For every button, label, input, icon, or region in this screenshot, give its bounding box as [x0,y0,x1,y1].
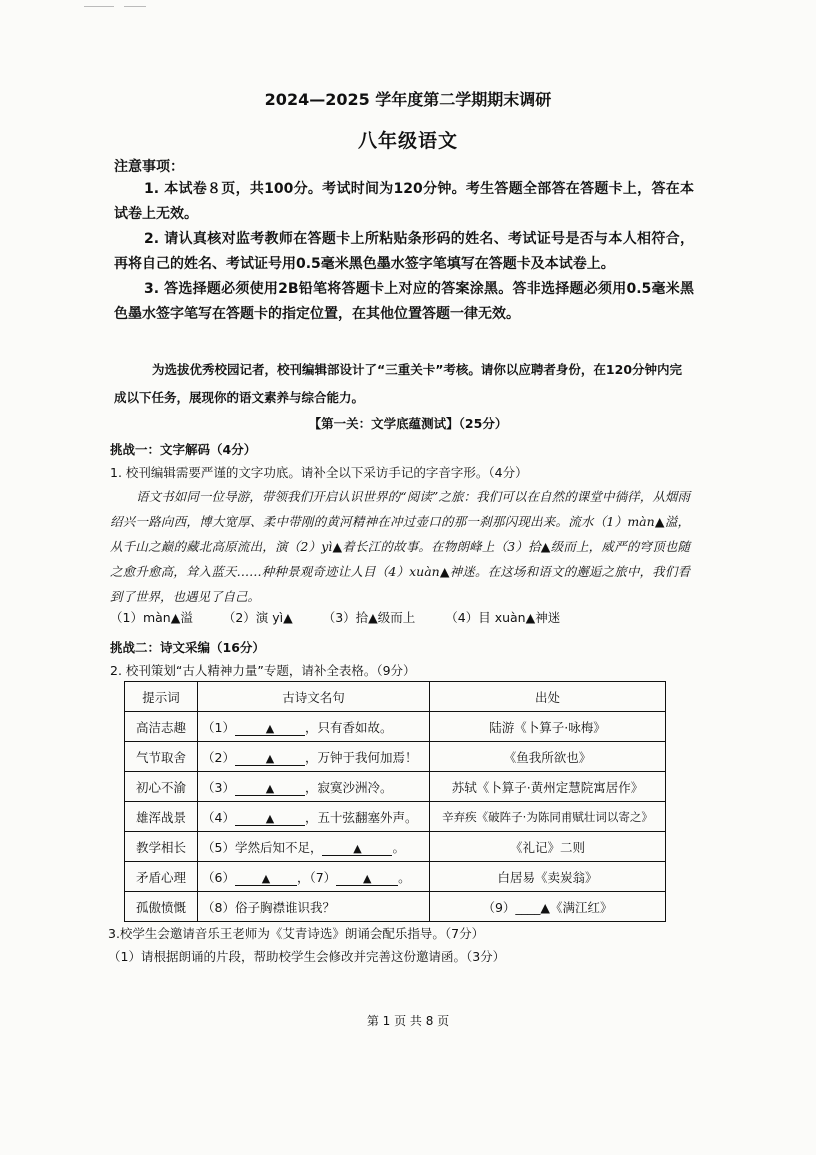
poem-line [198,832,430,862]
answer-item: （4）目 xuàn▲神迷 [445,610,561,625]
exam-intro: 为选拔优秀校园记者，校刊编辑部设计了“三重关卡”考核。请你以应聘者身份，在120分钟内完成以下任务，展现你的语文素养与综合能力。 [114,362,683,405]
page-footer: 第 1 页 共 8 页 [366,1014,450,1028]
table-header: 出处 [430,682,666,712]
source-work: 《礼记》二则 [430,832,666,862]
question-stem: 3.校学生会邀请音乐王老师为《艾青诗选》朗诵会配乐指导。（7分） [108,926,485,941]
table-header: 古诗文名句 [198,682,430,712]
question-stem: 2. 校刊策划“古人精神力量”专题，请补全表格。（9分） [110,663,416,678]
poem-line [198,712,430,742]
scan-edge-mark [124,6,146,7]
line-suffix: ，寂寞沙洲冷。 [304,779,393,795]
fill-blank: ▲ [235,872,297,886]
line-prefix: （4） [202,809,235,825]
fill-blank: ▲ [235,782,305,796]
cue-word: 气节取舍 [125,742,198,772]
cue-word: 初心不渝 [125,772,198,802]
table-row [125,772,666,802]
poem-line [198,802,430,832]
line-suffix: ，五十弦翻塞外声。 [304,809,418,825]
source-work: 白居易《卖炭翁》 [430,862,666,892]
table-row [125,832,666,862]
exam-subject: 八年级语文 [357,130,458,152]
note-item: 3. 答选择题必须使用2B铅笔将答题卡上对应的答案涂黑。答非选择题必须用0.5毫米黑色墨水签字笔写在答题卡的指定位置，在其他位置答题一律无效。 [114,281,694,322]
fill-blank: ▲ [235,722,305,736]
answer-items [110,608,690,626]
table-header: 提示词 [125,682,198,712]
line-prefix: （6） [202,869,235,885]
line-prefix: （3） [202,779,235,795]
line-prefix: （1） [202,719,235,735]
section-heading: 【第一关：文学底蕴测试】（25分） [308,416,508,431]
line-suffix: ， [296,869,310,885]
cue-word: 矛盾心理 [125,862,198,892]
answer-item: （2）演 yì▲ [222,610,293,625]
source-work: （9）____▲《满江红》 [430,892,666,922]
line-suffix: ，只有香如故。 [304,719,393,735]
challenge-heading: 挑战一：文字解码（4分） [110,442,257,457]
reading-passage: 语文书如同一位导游，带领我们开启认识世界的“阅读”之旅：我们可以在自然的课堂中徜徉，从烟雨绍兴一路向西，博大宽厚、柔中带刚的黄河精神在冲过壶口的那一刹那闪现出来。流水（1）màn▲溢，从千山之巅的藏北高原流出，演（2）yì▲着长江的故事。在物朗峰上（3）拾▲级而上，威严的穹顶也随之愈升愈高，耸入蓝天……种种景观奇迹让人目（4）xuàn▲神迷。在这场和语文的邂逅之旅中，我们看到了世界，也遇见了自己。 [110,489,690,604]
table-row [125,892,666,922]
line-prefix: （8）俗子胸襟谁识我？ [202,899,335,915]
source-work: 陆游《卜算子·咏梅》 [430,712,666,742]
table-row [125,712,666,742]
source-work: 辛弃疾《破阵子·为陈同甫赋壮词以寄之》 [430,802,666,832]
fill-blank: ▲ [235,752,305,766]
line-prefix: （2） [202,749,235,765]
poem-line [198,862,430,892]
poem-line [198,772,430,802]
answer-item: （1）màn▲溢 [110,610,193,625]
challenge-heading: 挑战二：诗文采编（16分） [110,640,265,655]
scan-edge-mark [84,6,114,7]
note-item: 2. 请认真核对监考教师在答题卡上所粘贴条形码的姓名、考试证号是否与本人相符合，再将自己的姓名、考试证号用0.5毫米黑色墨水签字笔填写在答题卡及本试卷上。 [114,231,694,272]
cue-word: 教学相长 [125,832,198,862]
question-sub: （1）请根据朗诵的片段，帮助校学生会修改并完善这份邀请函。（3分） [108,949,506,964]
exam-title: 2024—2025 学年度第二学期期末调研 [264,90,552,109]
fill-blank: ▲ [336,872,398,886]
source-work: 苏轼《卜算子·黄州定慧院寓居作》 [430,772,666,802]
poem-line [198,742,430,772]
source-work: 《鱼我所欲也》 [430,742,666,772]
cue-word: 高洁志趣 [125,712,198,742]
cue-word: 孤傲愤慨 [125,892,198,922]
table-row [125,802,666,832]
poem-table [124,681,666,922]
table-row [125,862,666,892]
line-suffix: 。 [398,869,411,885]
poem-line [198,892,430,922]
table-row [125,742,666,772]
line-suffix: 。 [392,839,405,855]
question-stem: 1. 校刊编辑需要严谨的文字功底。请补全以下采访手记的字音字形。（4分） [110,465,528,480]
line-suffix: ，万钟于我何加焉！ [304,749,418,765]
line-prefix: （5）学然后知不足， [202,839,323,855]
fill-blank: ▲ [235,812,305,826]
note-item: 1. 本试卷８页，共100分。考试时间为120分钟。考生答题全部答在答题卡上，答在本试卷上无效。 [114,181,694,222]
answer-item: （3）拾▲级而上 [322,610,416,625]
line-prefix: （7） [309,869,337,885]
cue-word: 雄浑战景 [125,802,198,832]
notes-heading: 注意事项： [114,159,184,175]
fill-blank: ▲ [322,842,392,856]
